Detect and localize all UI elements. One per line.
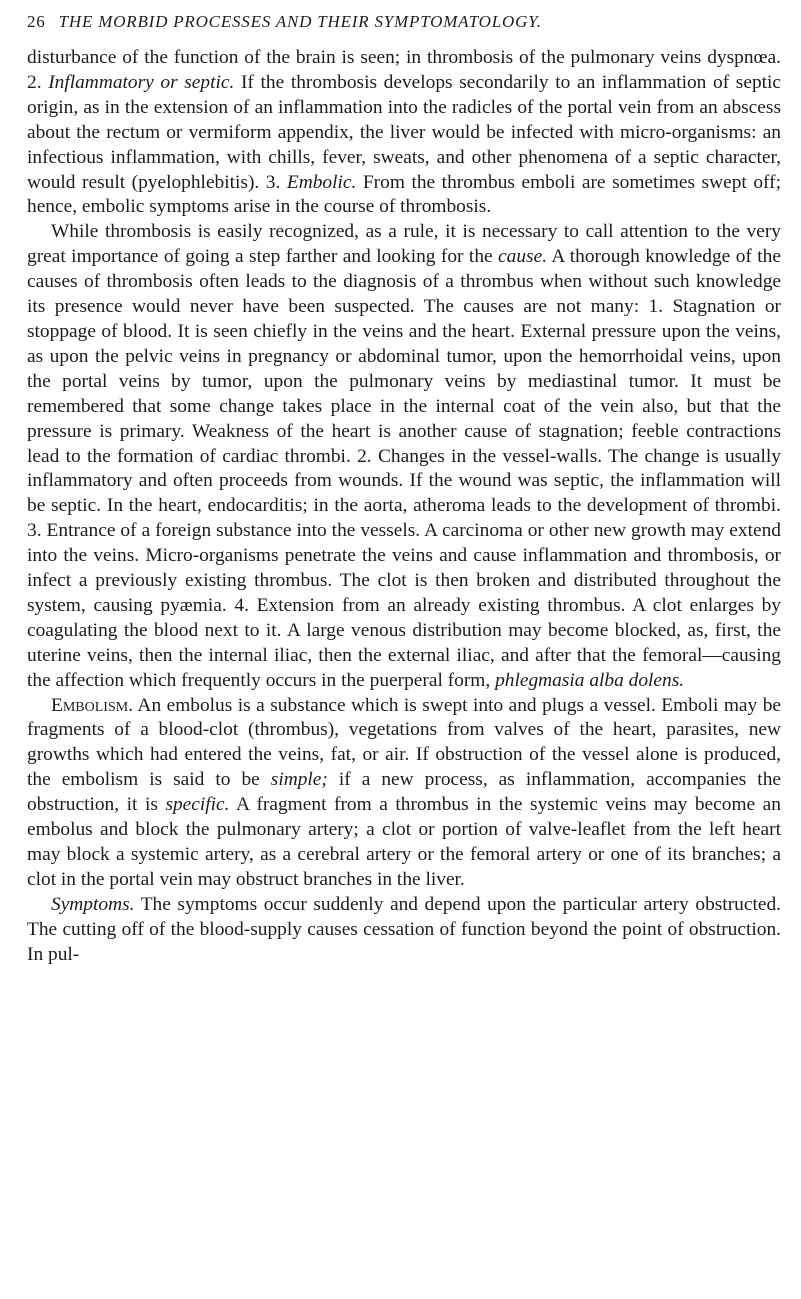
text-run: A fragment from a thrombus in the systemic veins may become an embolus and block the pulmonary artery; a clot or portion of valve-leaflet from the left heart may block a systemic artery, as a cerebral artery or the femoral artery or one of its branches; a clot in the portal vein may obstruct branches in the liver. xyxy=(27,794,781,890)
italic-term: simple; xyxy=(270,769,328,791)
section-heading-embolism: Embolism. xyxy=(51,694,134,716)
italic-term: specific. xyxy=(165,794,230,816)
subheading-symptoms: Symptoms. xyxy=(51,893,135,915)
body-text xyxy=(27,46,781,968)
paragraph-thrombosis-symptoms-continued xyxy=(27,46,781,220)
paragraph-embolism xyxy=(27,694,781,893)
italic-term: Inflammatory or septic. xyxy=(48,71,235,93)
page-number: 26 xyxy=(27,12,46,31)
text-run: From the thrombus emboli are sometimes swept off; hence, embolic symptoms arise in the course of thrombosis. xyxy=(27,171,781,218)
text-run: If the thrombosis develops secondarily to an inflammation of septic origin, as in the extension of an inflammation into the radicles of the portal vein from an abscess about the rectum or vermiform appendix, the liver would be infected with micro-organisms: an infectious inflammation, with chills, fever, sweats, and other phenomena of a septic character, would result (pyelophlebitis). 3. xyxy=(27,71,782,193)
book-page xyxy=(27,12,781,968)
paragraph-causes-of-thrombosis xyxy=(27,220,781,693)
italic-term: cause. xyxy=(498,246,548,268)
text-run: The symptoms occur suddenly and depend upon the particular artery obstructed. The cutting off of the blood-supply causes cessation of function beyond the point of obstruction. In pul- xyxy=(27,893,781,965)
text-run: While thrombosis is easily recognized, as a rule, it is necessary to call attention to the very great importance of going a step farther and looking for the xyxy=(27,221,781,268)
paragraph-symptoms xyxy=(27,893,781,968)
text-run: if a new process, as inflammation, accompanies the obstruction, it is xyxy=(27,769,781,816)
running-head xyxy=(27,12,781,38)
running-title: THE MORBID PROCESSES AND THEIR SYMPTOMATOLOGY. xyxy=(58,12,542,31)
text-run: A thorough knowledge of the causes of thrombosis often leads to the diagnosis of a thrombus when without such knowledge its presence would never have been suspected. The causes are not many: 1. Stagnation or stoppage of blood. It is seen chiefly in the veins and the heart. External pressure upon the veins, as upon the pelvic veins in pregnancy or abdominal tumor, upon the hemorrhoidal veins, upon the portal veins by tumor, upon the pulmonary veins by mediastinal tumor. It must be remembered that some change takes place in the internal coat of the vein also, but that the pressure is primary. Weakness of the heart is another cause of stagnation; feeble contractions lead to the formation of cardiac thrombi. 2. Changes in the vessel-walls. The change is usually inflammatory and often proceeds from wounds. If the wound was septic, the inflammation will be septic. In the heart, endocarditis; in the aorta, atheroma leads to the development of thrombi. 3. Entrance of a foreign substance into the vessels. A carcinoma or other new growth may extend into the veins. Micro-organisms penetrate the veins and cause inflammation and thrombosis, or infect a previously existing thrombus. The clot is then broken and distributed throughout the system, causing pyæmia. 4. Extension from an already existing thrombus. A clot enlarges by coagulating the blood next to it. A large venous distribution may become blocked, as, first, the uterine veins, then the internal iliac, then the external iliac, and after that the femoral—causing the affection which frequently occurs in the puerperal form, xyxy=(27,246,781,691)
text-run: disturbance of the function of the brain is seen; in thrombosis of the pulmonary veins dyspnœa. 2. xyxy=(27,47,781,93)
text-run: An embolus is a substance which is swept into and plugs a vessel. Emboli may be fragments of a blood-clot (thrombus), vegetations from valves of the heart, parasites, new growths which had entered the veins, fat, or air. If obstruction of the vessel alone is produced, the embolism is said to be xyxy=(27,694,781,791)
italic-term: Embolic. xyxy=(286,171,357,193)
italic-term: phlegmasia alba dolens. xyxy=(495,669,685,691)
